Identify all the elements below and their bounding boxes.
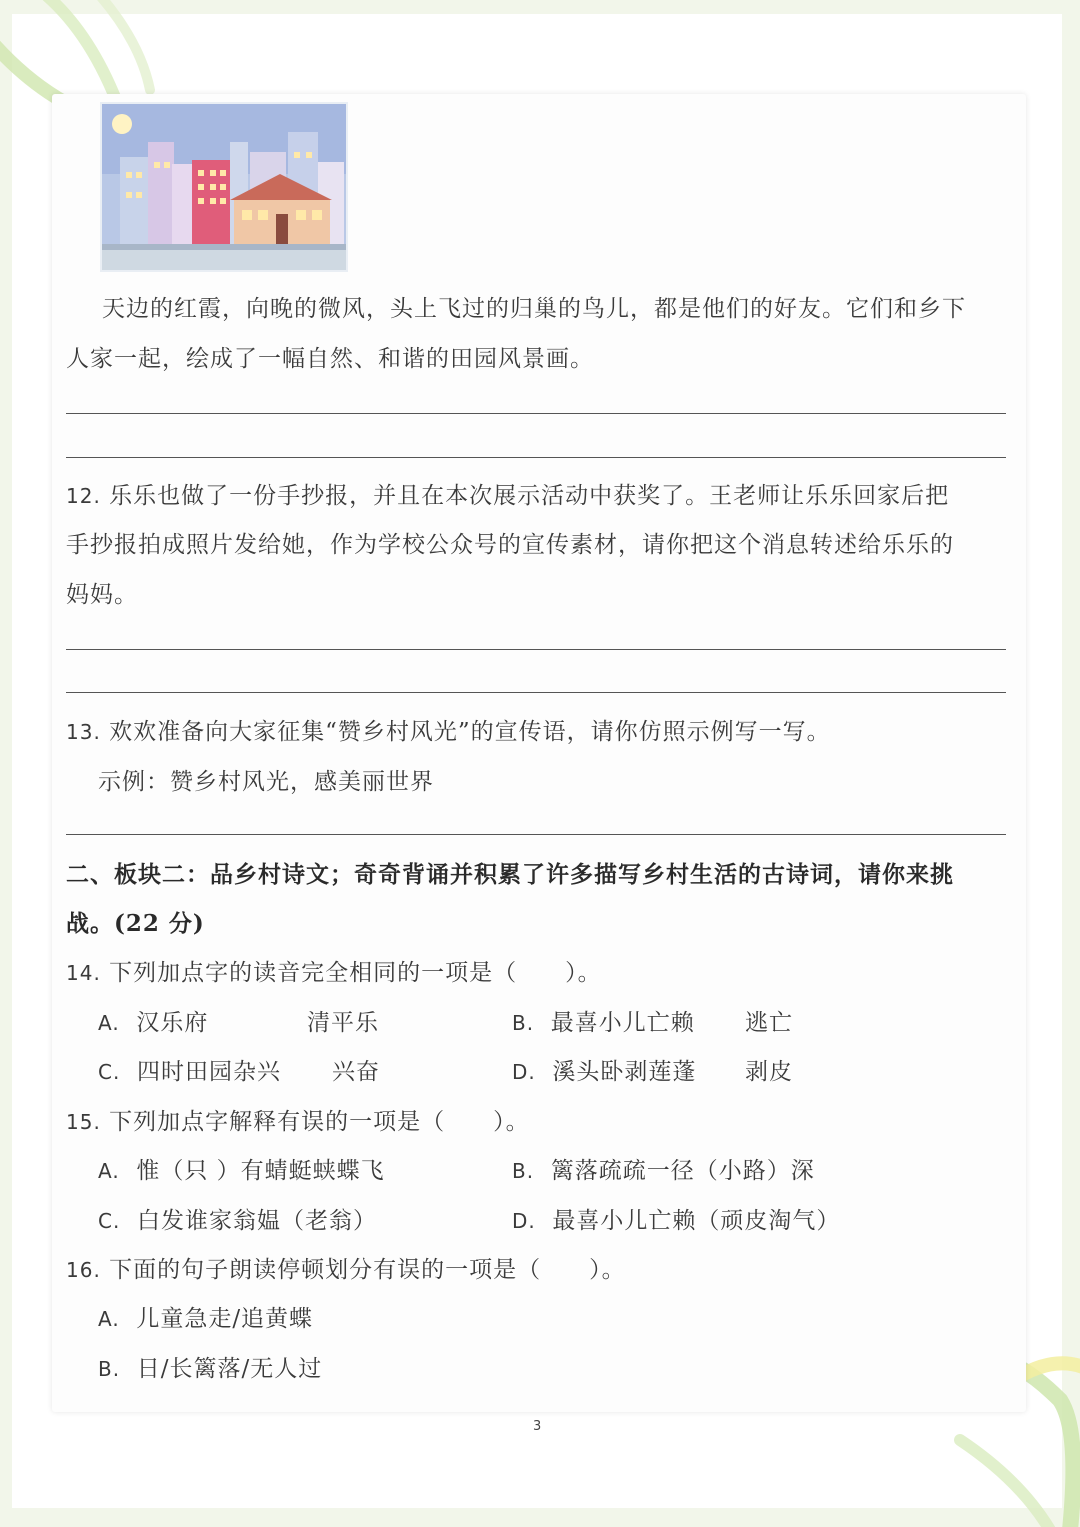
option-b-text-2: 逃亡 <box>745 1010 793 1036</box>
option-a[interactable] <box>98 1152 385 1185</box>
question-15-stem <box>66 1103 530 1136</box>
option-d-text-2: 剥皮 <box>745 1059 793 1085</box>
option-label: A. <box>98 1011 120 1035</box>
question-16-stem <box>66 1251 626 1284</box>
question-12-line-2: 手抄报拍成照片发给她，作为学校公众号的宣传素材，请你把这个消息转述给乐乐的 <box>66 532 954 558</box>
option-c[interactable] <box>98 1202 377 1235</box>
question-text: 下面的句子朗读停顿划分有误的一项是（ ）。 <box>109 1257 626 1283</box>
question-13-line-1 <box>66 713 831 746</box>
option-label: A. <box>98 1159 120 1183</box>
option-label: A. <box>98 1307 120 1331</box>
town-night-illustration <box>100 102 348 272</box>
question-text: 乐乐也做了一份手抄报，并且在本次展示活动中获奖了。王老师让乐乐回家后把 <box>109 483 950 509</box>
option-b[interactable] <box>512 1004 695 1037</box>
option-b[interactable] <box>98 1350 322 1383</box>
option-a[interactable] <box>98 1004 208 1037</box>
answer-line[interactable] <box>66 649 1006 650</box>
question-text: 欢欢准备向大家征集“赞乡村风光”的宣传语，请你仿照示例写一写。 <box>109 719 831 745</box>
option-text: 篱落疏疏一径（小路）深 <box>550 1158 815 1184</box>
answer-line[interactable] <box>66 457 1006 458</box>
question-number: 13. <box>66 720 101 744</box>
answer-line[interactable] <box>66 413 1006 414</box>
option-text: 惟（只 ）有蜻蜓蛱蝶飞 <box>136 1158 385 1184</box>
section-2-heading-line-2: 战。(22 分) <box>66 910 205 937</box>
question-13-example: 示例：赞乡村风光，感美丽世界 <box>98 769 434 795</box>
question-text: 下列加点字解释有误的一项是（ ）。 <box>109 1109 530 1135</box>
answer-line[interactable] <box>66 692 1006 693</box>
option-label: D. <box>512 1209 536 1233</box>
question-number: 12. <box>66 484 101 508</box>
option-label: B. <box>512 1011 535 1035</box>
option-text: 最喜小儿亡赖（顽皮淘气） <box>552 1208 841 1234</box>
option-text: 溪头卧剥莲蓬 <box>552 1059 697 1085</box>
passage-line-2: 人家一起，绘成了一幅自然、和谐的田园风景画。 <box>66 346 594 372</box>
question-14-stem <box>66 954 602 987</box>
option-a-text-2: 清平乐 <box>307 1010 379 1036</box>
option-d[interactable] <box>512 1202 840 1235</box>
option-label: C. <box>98 1060 121 1084</box>
option-text: 最喜小儿亡赖 <box>550 1010 695 1036</box>
option-d[interactable] <box>512 1053 696 1086</box>
page-number: 3 <box>533 1419 542 1434</box>
question-12-line-3: 妈妈。 <box>66 582 138 608</box>
option-text: 四时田园杂兴 <box>136 1059 281 1085</box>
passage-line-1: 天边的红霞，向晚的微风，头上飞过的归巢的鸟儿，都是他们的好友。它们和乡下 <box>102 296 966 322</box>
option-a[interactable] <box>98 1300 313 1333</box>
answer-line[interactable] <box>66 834 1006 835</box>
option-text: 儿童急走/追黄蝶 <box>136 1306 314 1332</box>
section-2-heading-line-1: 二、板块二：品乡村诗文；奇奇背诵并积累了许多描写乡村生活的古诗词，请你来挑 <box>66 861 954 888</box>
question-number: 14. <box>66 961 101 985</box>
option-label: C. <box>98 1209 121 1233</box>
option-label: B. <box>512 1159 535 1183</box>
question-12-line-1 <box>66 477 949 510</box>
option-b[interactable] <box>512 1152 815 1185</box>
question-text: 下列加点字的读音完全相同的一项是（ ）。 <box>109 960 602 986</box>
question-number: 16. <box>66 1258 101 1282</box>
option-text: 日/长篱落/无人过 <box>136 1356 323 1382</box>
option-c[interactable] <box>98 1053 281 1086</box>
option-text: 汉乐府 <box>136 1010 209 1036</box>
option-text: 白发谁家翁媪（老翁） <box>136 1208 377 1234</box>
option-c-text-2: 兴奋 <box>332 1059 380 1085</box>
question-number: 15. <box>66 1110 101 1134</box>
option-label: B. <box>98 1357 121 1381</box>
option-label: D. <box>512 1060 536 1084</box>
